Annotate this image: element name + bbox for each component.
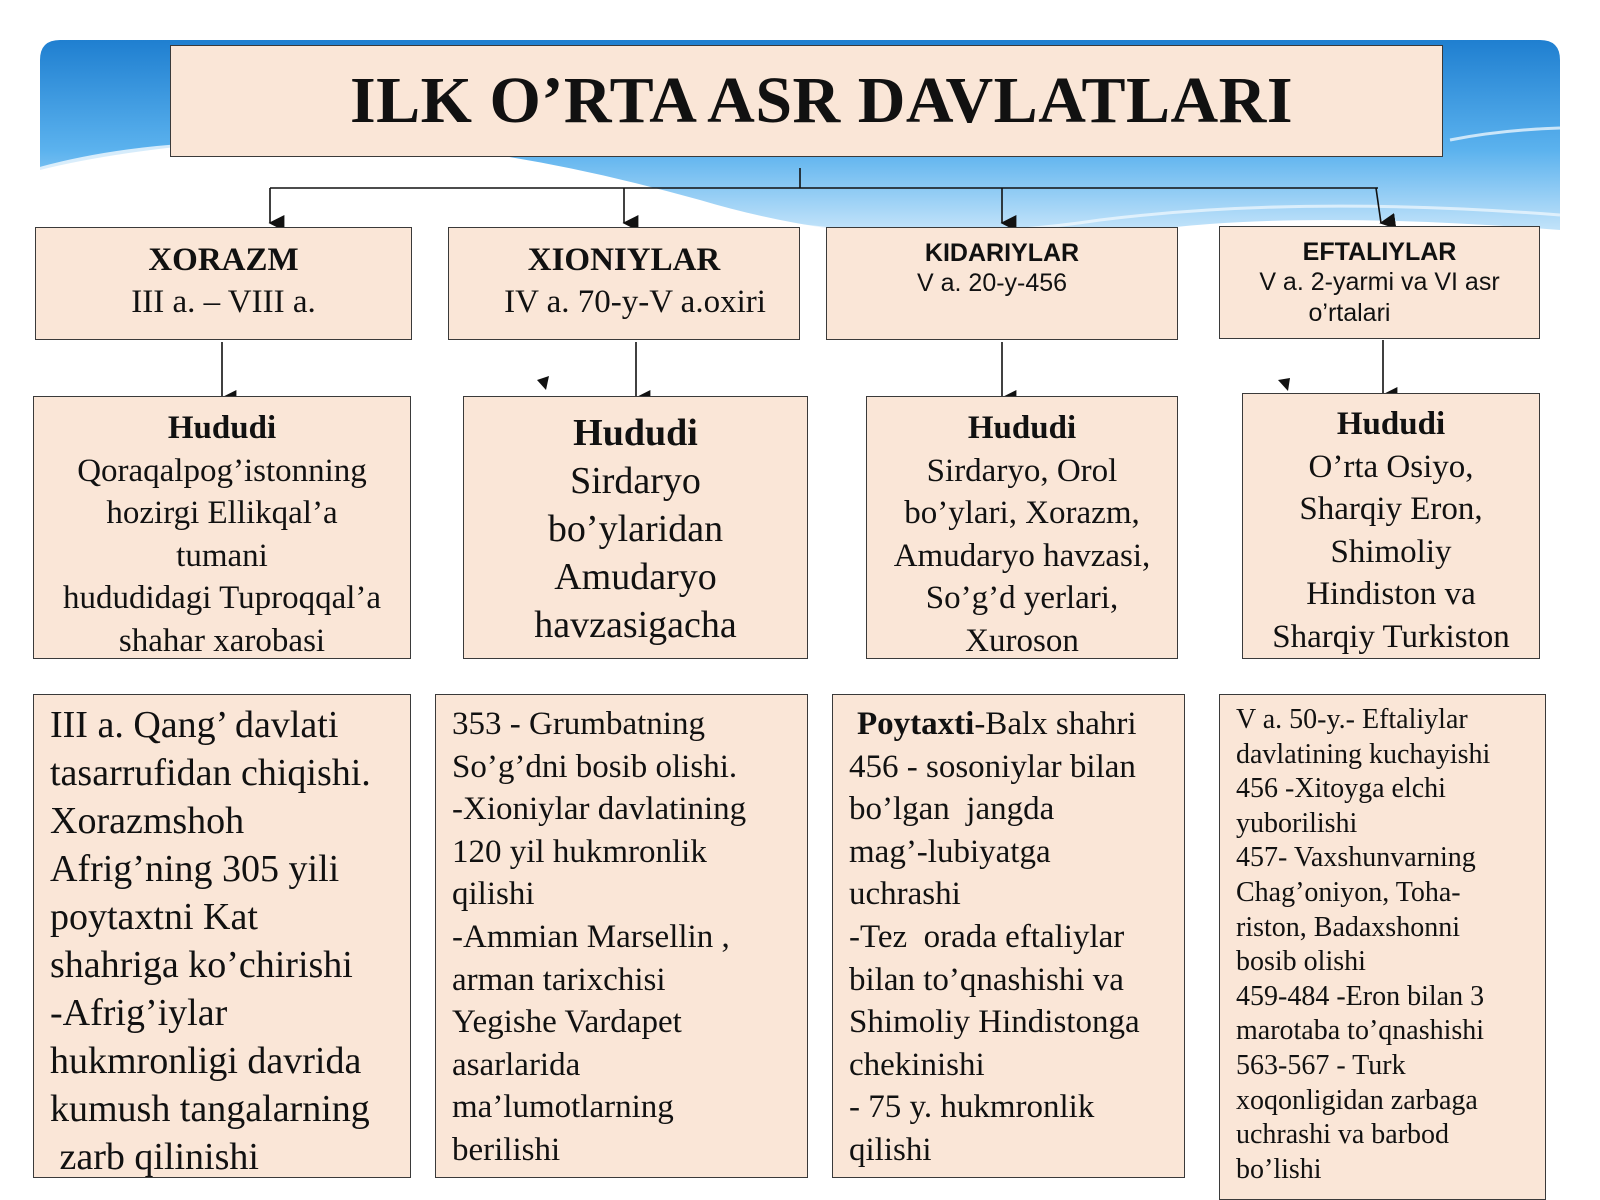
event-line: 353 - Grumbatning bbox=[452, 706, 705, 742]
territory-line: bo’ylari, Xorazm, bbox=[904, 495, 1140, 531]
territory-line: Xuroson bbox=[965, 622, 1079, 659]
event-line: 457- Vaxshunvarning bbox=[1236, 842, 1476, 874]
territory-line: Sharqiy Turkiston bbox=[1272, 618, 1510, 655]
state-period: V a. 2-yarmi va VI asr bbox=[1259, 268, 1500, 296]
territory-line: tumani bbox=[176, 537, 268, 574]
event-line: Afrig’ning 305 yili bbox=[50, 848, 340, 890]
event-line: hukmronligi davrida bbox=[50, 1040, 362, 1082]
state-period: IV a. 70-y-V a.oxiri bbox=[504, 284, 766, 320]
territory-line: Amudaryo bbox=[554, 556, 717, 598]
event-line: III a. Qang’ davlati bbox=[50, 704, 339, 746]
event-line: 456 - sosoniylar bilan bbox=[849, 748, 1136, 785]
event-line: ma’lumotlarning bbox=[452, 1089, 674, 1126]
event-line: bosib olishi bbox=[1236, 946, 1366, 978]
state-name: XIONIYLAR bbox=[527, 242, 721, 278]
state-box-xorazm bbox=[35, 227, 412, 340]
event-line: V a. 50-y.- Eftaliylar bbox=[1236, 704, 1468, 735]
event-line: tasarrufidan chiqishi. bbox=[50, 752, 371, 794]
event-line: -Afrig’iylar bbox=[50, 992, 228, 1034]
territory-line: hududidagi Tuproqqal’a bbox=[62, 580, 382, 616]
territory-line: Qoraqalpog’istonning bbox=[77, 452, 367, 489]
territory-label: Hududi bbox=[967, 410, 1077, 446]
territory-line: Sirdaryo, Orol bbox=[926, 452, 1118, 489]
event-line: Chag’oniyon, Toha- bbox=[1236, 876, 1461, 908]
event-line: bo’lgan jangda bbox=[849, 791, 1055, 828]
state-period: III a. – VIII a. bbox=[131, 284, 316, 320]
event-line: 563-567 - Turk bbox=[1236, 1049, 1406, 1081]
territory-label: Hududi bbox=[573, 412, 698, 454]
state-name: EFTALIYLAR bbox=[1302, 238, 1457, 266]
arrow-to-eftaliylar bbox=[1376, 188, 1381, 223]
event-line: arman tarixchisi bbox=[452, 961, 666, 998]
territory-line: Shimoliy bbox=[1330, 533, 1452, 570]
territory-box-kidariylar bbox=[866, 396, 1178, 659]
event-line: yuborilishi bbox=[1236, 807, 1358, 839]
state-period: o’rtalari bbox=[1308, 299, 1391, 327]
event-line: 120 yil hukmronlik bbox=[452, 833, 707, 870]
events-box-xioniylar bbox=[435, 694, 808, 1178]
events-box-xorazm bbox=[33, 694, 411, 1178]
event-line: qilishi bbox=[452, 876, 535, 913]
territory-label: Hududi bbox=[167, 410, 277, 446]
event-line: xoqonligidan zarbaga bbox=[1236, 1084, 1478, 1116]
event-line: Xorazmshoh bbox=[50, 800, 245, 842]
event-line: poytaxtni Kat bbox=[50, 896, 258, 938]
territory-line: hozirgi Ellikqal’a bbox=[106, 495, 338, 531]
page-title: ILK O’RTA ASR DAVLATLARI bbox=[349, 64, 1294, 137]
event-line: riston, Badaxshonni bbox=[1236, 911, 1460, 943]
event-line: marotaba to’qnashishi bbox=[1236, 1015, 1485, 1047]
state-name: KIDARIYLAR bbox=[924, 239, 1080, 267]
event-line: uchrashi bbox=[849, 876, 961, 913]
territory-line: shahar xarobasi bbox=[118, 622, 326, 659]
stray-arrowhead bbox=[1278, 378, 1290, 391]
event-line: qilishi bbox=[849, 1131, 932, 1168]
event-line: chekinishi bbox=[849, 1046, 985, 1083]
territory-line: So’g’d yerlari, bbox=[925, 580, 1119, 616]
event-line: - 75 y. hukmronlik bbox=[849, 1089, 1095, 1126]
events-box-kidariylar bbox=[832, 694, 1185, 1178]
event-line: Yegishe Vardapet bbox=[452, 1004, 682, 1041]
event-line: mag’-lubiyatga bbox=[849, 833, 1051, 870]
stray-arrowhead bbox=[537, 376, 549, 390]
state-box-eftaliylar bbox=[1219, 226, 1540, 339]
territory-box-eftaliylar bbox=[1242, 393, 1540, 659]
event-line: -Tez orada eftaliylar bbox=[849, 918, 1125, 955]
territory-box-xorazm bbox=[33, 396, 411, 659]
territory-line: havzasigacha bbox=[534, 604, 737, 646]
capital-label: Poytaxti bbox=[857, 706, 975, 742]
territory-line: O’rta Osiyo, bbox=[1308, 448, 1474, 485]
event-line: asarlarida bbox=[452, 1046, 581, 1083]
state-period: V a. 20-y-456 bbox=[917, 269, 1068, 297]
event-line: Shimoliy Hindistonga bbox=[849, 1004, 1140, 1041]
territory-line: Sirdaryo bbox=[570, 460, 701, 502]
state-box-xioniylar bbox=[448, 227, 800, 340]
event-line: 459-484 -Eron bilan 3 bbox=[1236, 980, 1485, 1012]
capital-value: -Balx shahri bbox=[974, 706, 1137, 742]
event-line: uchrashi va barbod bbox=[1236, 1119, 1450, 1151]
event-line: bilan to’qnashishi va bbox=[849, 961, 1124, 998]
event-line: 456 -Xitoyga elchi bbox=[1236, 773, 1446, 805]
event-line: So’g’dni bosib olishi. bbox=[452, 748, 738, 785]
territory-line: Amudaryo havzasi, bbox=[893, 537, 1151, 574]
state-box-kidariylar bbox=[826, 227, 1178, 340]
event-line: bo’lishi bbox=[1236, 1153, 1322, 1185]
events-box-eftaliylar bbox=[1219, 694, 1546, 1200]
event-line: shahriga ko’chirishi bbox=[50, 944, 353, 986]
territory-line: bo’ylaridan bbox=[547, 508, 724, 550]
territory-line: Hindiston va bbox=[1306, 576, 1476, 612]
event-line: berilishi bbox=[452, 1131, 561, 1168]
event-line: kumush tangalarning bbox=[50, 1088, 370, 1130]
territory-box-xioniylar bbox=[463, 396, 808, 659]
event-line: -Xioniylar davlatining bbox=[452, 791, 747, 828]
territory-label: Hududi bbox=[1336, 406, 1446, 442]
event-line: zarb qilinishi bbox=[50, 1136, 259, 1178]
territory-line: Sharqiy Eron, bbox=[1299, 491, 1483, 527]
event-line: davlatining kuchayishi bbox=[1236, 738, 1491, 770]
event-line-capital bbox=[849, 703, 1176, 746]
event-line: -Ammian Marsellin , bbox=[452, 918, 730, 955]
state-name: XORAZM bbox=[148, 242, 299, 278]
